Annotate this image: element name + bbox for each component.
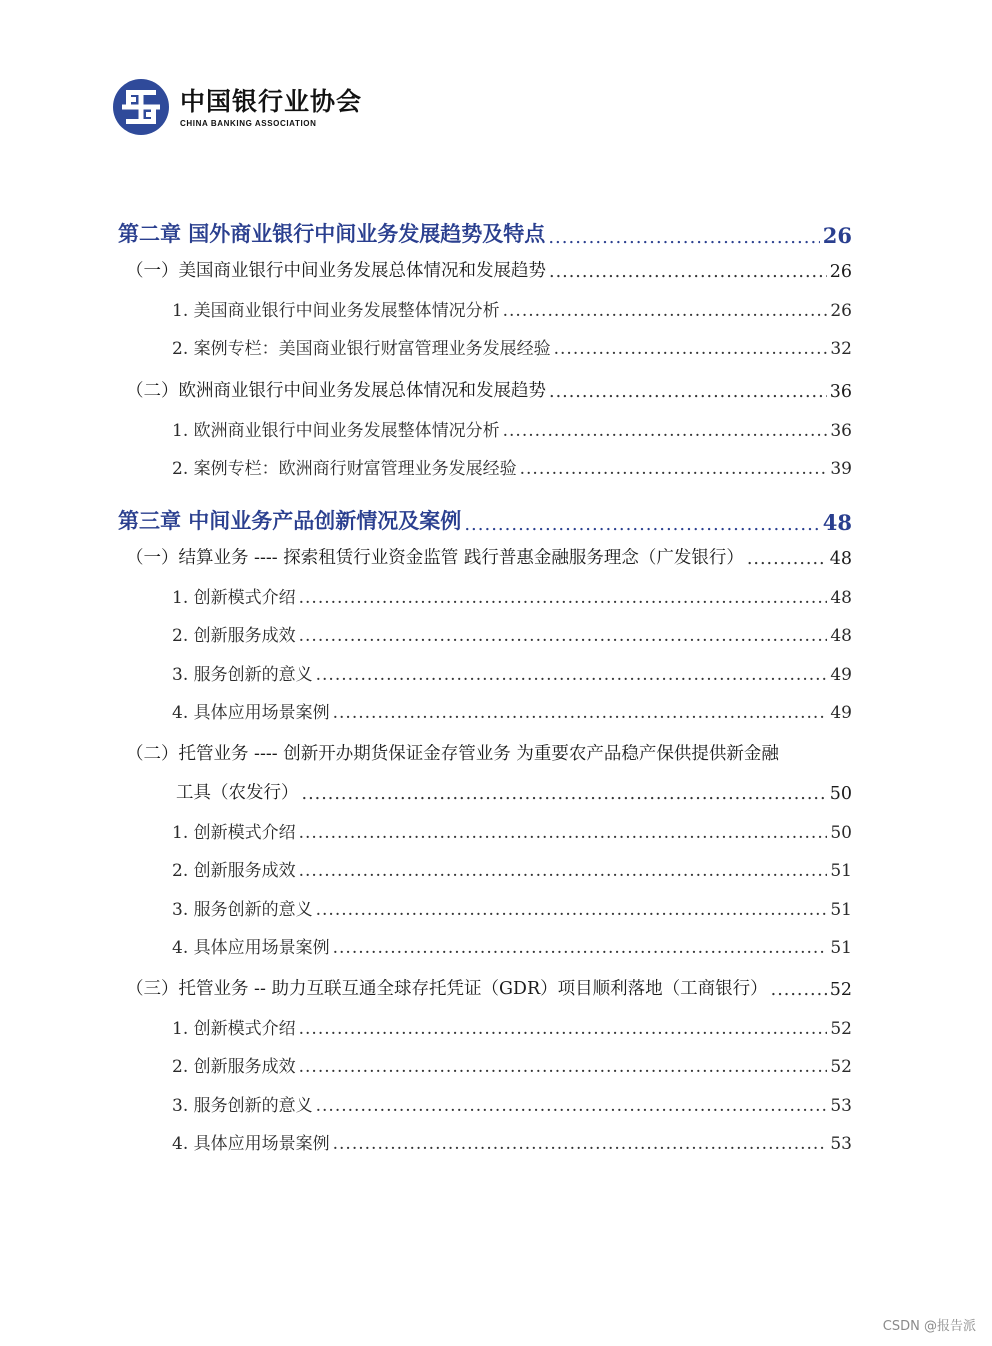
toc-leader [464,514,819,535]
toc-label: （一）美国商业银行中间业务发展总体情况和发展趋势 [126,261,546,281]
toc-section[interactable] [176,778,852,804]
toc-leader [316,665,828,685]
toc-item[interactable] [172,620,852,646]
toc-item[interactable] [172,894,852,920]
toc-label: 4. 具体应用场景案例 [172,938,330,958]
toc-page-number: 53 [830,1096,852,1116]
logo-name-en: CHINA BANKING ASSOCIATION [180,118,317,128]
toc-leader [333,938,828,958]
toc-item[interactable] [172,295,852,321]
toc-page-number: 32 [830,339,852,359]
toc-page-number: 50 [830,823,852,843]
toc-label: （一）结算业务 ---- 探索租赁行业资金监管 践行普惠金融服务理念（广发银行） [126,548,744,568]
toc-label: 2. 创新服务成效 [172,626,296,646]
toc-label: 1. 创新模式介绍 [172,1019,296,1039]
toc-chapter-2[interactable] [118,218,852,248]
toc-leader [548,227,819,248]
toc-label: （三）托管业务 -- 助力互联互通全球存托凭证（GDR）项目顺利落地（工商银行） [126,979,768,999]
toc-page-number: 26 [829,262,852,282]
toc-leader [771,980,827,1000]
toc-label: 3. 服务创新的意义 [172,1096,313,1116]
toc-leader [299,861,828,881]
toc-label: 2. 案例专栏：欧洲商行财富管理业务发展经验 [172,459,517,479]
toc-page-number: 51 [830,861,852,881]
toc-page-number: 48 [830,626,852,646]
toc-label: 工具（农发行） [176,783,299,803]
toc-leader [299,1057,828,1077]
toc-label: 3. 服务创新的意义 [172,665,313,685]
toc-item[interactable] [172,1128,852,1154]
toc-chapter-3[interactable] [118,505,852,535]
watermark-text: CSDN @报告派 [882,1319,976,1334]
toc-page-number: 49 [830,665,852,685]
toc-page-number: 53 [830,1134,852,1154]
toc-label: 第二章 国外商业银行中间业务发展趋势及特点 [118,221,546,246]
toc-item[interactable] [172,659,852,685]
toc-leader [747,549,827,569]
toc-label: 第三章 中间业务产品创新情况及案例 [118,508,462,533]
toc-label: 1. 欧洲商业银行中间业务发展整体情况分析 [172,421,500,441]
toc-leader [299,588,828,608]
toc-item[interactable] [172,333,852,359]
toc-item[interactable] [172,855,852,881]
toc-label: 2. 创新服务成效 [172,861,296,881]
toc-item[interactable] [172,932,852,958]
toc-leader [520,459,828,479]
toc-section[interactable] [126,543,852,569]
association-emblem-icon [112,78,170,136]
toc-page-number: 48 [829,549,852,569]
toc-leader [299,1019,828,1039]
toc-leader [333,1134,828,1154]
toc-label: 1. 创新模式介绍 [172,823,296,843]
toc-leader [503,421,828,441]
toc-label: （二）欧洲商业银行中间业务发展总体情况和发展趋势 [126,381,546,401]
toc-page-number: 51 [830,900,852,920]
toc-leader [302,784,827,804]
toc-item[interactable] [172,697,852,723]
toc-page-number: 52 [830,1057,852,1077]
toc-item[interactable] [172,1051,852,1077]
toc-page-number: 48 [830,588,852,608]
toc-page-number: 49 [830,703,852,723]
toc-section[interactable] [126,974,852,1000]
toc-page-number: 26 [822,223,852,248]
toc-leader [549,382,827,402]
toc-page-number: 36 [830,421,852,441]
toc-leader [503,301,828,321]
toc-leader [333,703,828,723]
toc-page-number: 48 [822,510,852,535]
toc-item[interactable] [172,1090,852,1116]
toc-section[interactable] [126,256,852,282]
toc-label: 1. 创新模式介绍 [172,588,296,608]
toc-page-number: 50 [829,784,852,804]
toc-page-number: 52 [829,980,852,1000]
toc-label: 4. 具体应用场景案例 [172,1134,330,1154]
toc-label: 2. 案例专栏：美国商业银行财富管理业务发展经验 [172,339,551,359]
toc-page-number: 36 [829,382,852,402]
association-logo [112,78,362,136]
toc-section-line1[interactable]: （二）托管业务 ---- 创新开办期货保证金存管业务 为重要农产品稳产保供提供新金融 [126,744,779,764]
toc-label: 3. 服务创新的意义 [172,900,313,920]
toc-item[interactable] [172,415,852,441]
toc-page-number: 26 [830,301,852,321]
toc-item[interactable] [172,1013,852,1039]
toc-page-number: 51 [830,938,852,958]
toc-leader [299,823,828,843]
toc-item[interactable] [172,453,852,479]
toc-label: 4. 具体应用场景案例 [172,703,330,723]
toc-leader [316,900,828,920]
toc-leader [316,1096,828,1116]
toc-leader [549,262,827,282]
toc-page-number: 52 [830,1019,852,1039]
toc-page-number: 39 [830,459,852,479]
toc-label: 1. 美国商业银行中间业务发展整体情况分析 [172,301,500,321]
toc-item[interactable] [172,817,852,843]
toc-label: 2. 创新服务成效 [172,1057,296,1077]
toc-leader [554,339,828,359]
logo-name-cn: 中国银行业协会 [180,86,363,116]
toc-section[interactable] [126,376,852,402]
toc-leader [299,626,828,646]
toc-item[interactable] [172,582,852,608]
